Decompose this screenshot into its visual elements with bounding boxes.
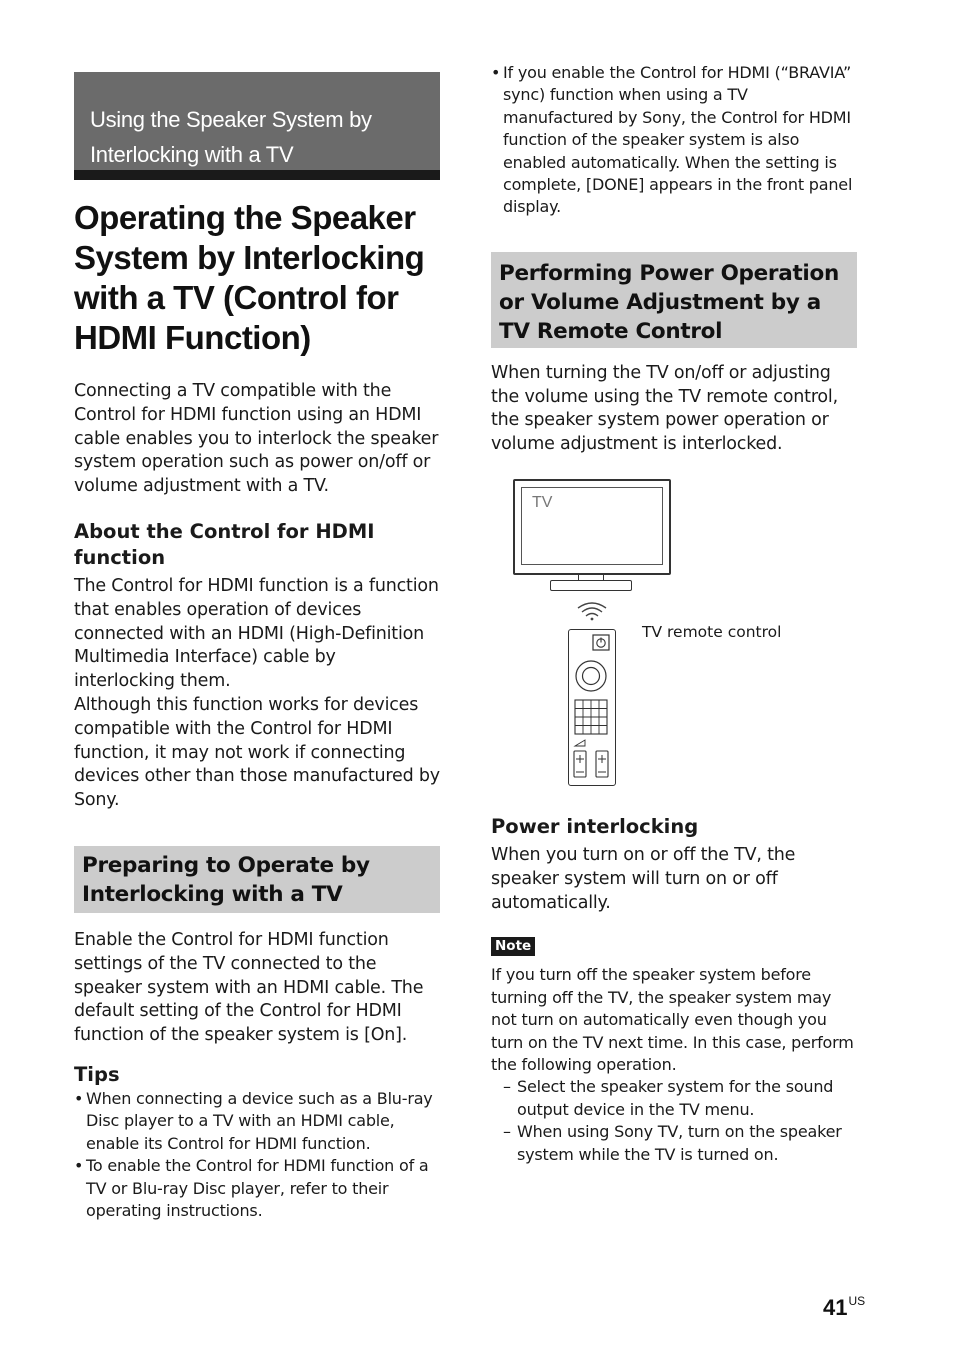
section-tab [74,72,440,180]
note-badge: Note [491,937,535,956]
page-title-line-4: HDMI Function) [74,319,311,356]
signal-waves-icon [575,599,609,621]
about-paragraph-2: Although this function works for devices compatible with the Control for HDMI function, it may not work if connecting devices other than those manufactured by Sony. [74,694,440,811]
right-column [491,62,857,1166]
tv-stand-base [550,580,632,591]
tv-label: TV [532,494,553,512]
left-column [74,72,440,1222]
tv-icon [513,479,671,575]
preparing-heading: Preparing to Operate by Interlocking with a TV [74,846,440,913]
section-tab-line-2: Interlocking with a TV [90,142,294,167]
note-step: – When using Sony TV, turn on the speaker system while the TV is turned on. [491,1121,857,1166]
bravia-sync-bullet: • If you enable the Control for HDMI (“BRAVIA” sync) function when using a TV manufactured by Sony, the Control for HDMI function of the speaker system is also enabled automatically. When the setting is complete, [DONE] appears in the front panel display. [491,62,857,219]
note-step: – Select the speaker system for the sound output device in the TV menu. [491,1076,857,1121]
tv-remote-illustration [491,469,857,814]
tip-item: • To enable the Control for HDMI function of a TV or Blu-ray Disc player, refer to their operating instructions. [74,1155,440,1222]
tv-screen [521,487,663,565]
remote-buttons-icon [569,630,614,784]
power-operation-heading: Performing Power Operation or Volume Adjustment by a TV Remote Control [491,252,857,348]
remote-label: TV remote control [642,623,782,642]
page-number [823,1294,865,1321]
about-paragraph-1: The Control for HDMI function is a function that enables operation of devices connected with an HDMI (High-Definition Multimedia Interface) cable by interlocking them. [74,575,439,692]
note-text: If you turn off the speaker system before turning off the TV, the speaker system may not turn on automatically even though you turn on the TV next time. In this case, perform the following operation. [491,965,854,1075]
page-title-line-1: Operating the Speaker [74,199,416,236]
page-number-value: 41 [823,1295,848,1320]
intro-paragraph: Connecting a TV compatible with the Control for HDMI function using an HDMI cable enables you to interlock the speaker system operation such as power on/off or volume adjustment with a TV. [74,381,439,497]
remote-control-icon [568,629,616,786]
tips-heading: Tips [74,1062,120,1086]
page-number-suffix: US [848,1294,866,1308]
tip-item: • When connecting a device such as a Blu-ray Disc player to a TV with an HDMI cable, enable its Control for HDMI function. [74,1088,440,1155]
power-operation-paragraph: When turning the TV on/off or adjusting the volume using the TV remote control, the speaker system power operation or volume adjustment is interlocked. [491,362,838,455]
power-interlocking-paragraph: When you turn on or off the TV, the speaker system will turn on or off automatically. [491,845,796,913]
section-tab-line-1: Using the Speaker System by [90,107,372,132]
power-interlocking-heading: Power interlocking [491,815,699,839]
page-title-line-3: with a TV (Control for [74,279,399,316]
preparing-paragraph: Enable the Control for HDMI function settings of the TV connected to the speaker system with an HDMI cable. The default setting of the Control for HDMI function of the speaker system is [On]. [74,929,424,1046]
page-title-line-2: System by Interlocking [74,239,425,276]
page-title [74,198,440,358]
about-heading: About the Control for HDMI function [74,519,375,569]
